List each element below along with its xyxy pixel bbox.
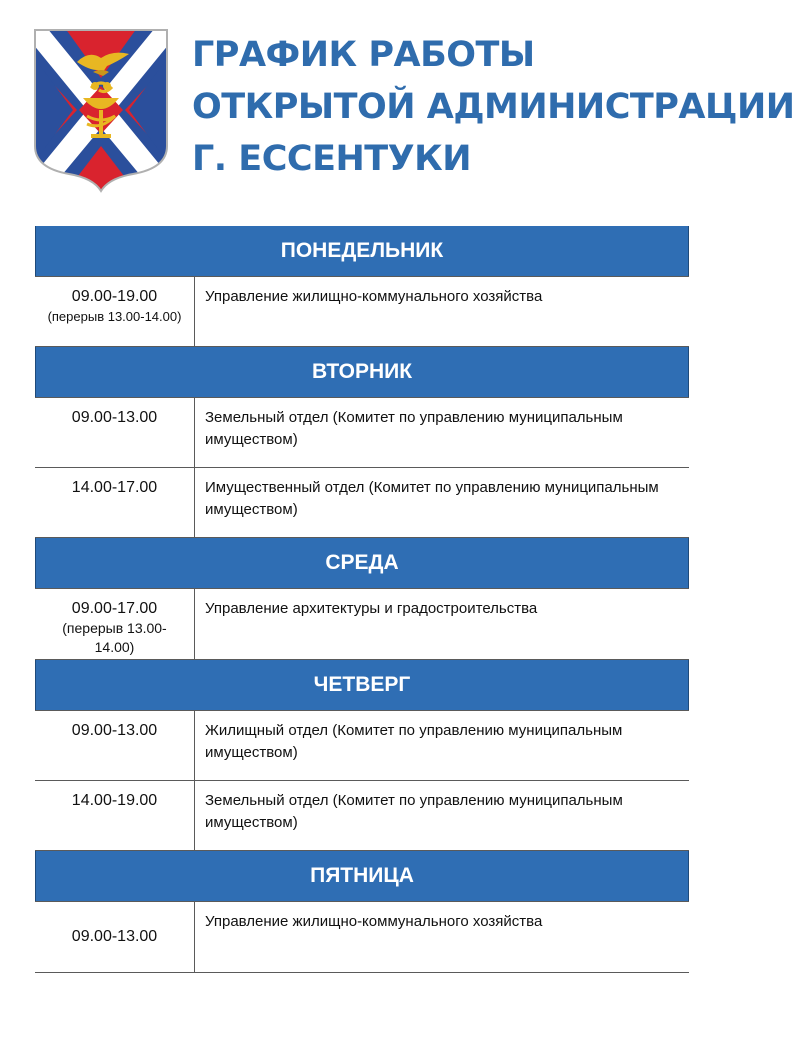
day-header-tuesday: ВТОРНИК <box>35 347 689 397</box>
title-line-1: ГРАФИК РАБОТЫ <box>192 35 535 75</box>
time-range: 14.00-17.00 <box>71 479 158 496</box>
schedule-table <box>35 226 689 973</box>
page-title <box>192 29 795 185</box>
time-cell <box>35 711 195 780</box>
time-cell <box>35 468 195 537</box>
schedule-row <box>35 588 689 660</box>
time-range: 09.00-17.00 <box>71 600 158 617</box>
schedule-row <box>35 397 689 468</box>
department-name: Земельный отдел (Комитет по управлению муниципальным имуществом) <box>205 409 623 448</box>
break-note: (перерыв 13.00-14.00) <box>47 309 182 324</box>
time-range: 14.00-19.00 <box>71 792 158 809</box>
schedule-row <box>35 781 689 851</box>
title-line-3: Г. ЕССЕНТУКИ <box>192 139 472 179</box>
day-header-thursday: ЧЕТВЕРГ <box>35 660 689 710</box>
department-name: Жилищный отдел (Комитет по управлению муниципальным имуществом) <box>205 722 623 761</box>
day-header-friday: ПЯТНИЦА <box>35 851 689 901</box>
department-name: Земельный отдел (Комитет по управлению муниципальным имуществом) <box>205 792 623 831</box>
department-name: Управление архитектуры и градостроительства <box>205 600 538 617</box>
department-name: Управление жилищно-коммунального хозяйства <box>205 288 543 305</box>
time-cell <box>35 902 195 972</box>
break-note: (перерыв 13.00-14.00) <box>62 620 167 655</box>
title-line-2: ОТКРЫТОЙ АДМИНИСТРАЦИИ <box>192 87 795 127</box>
time-cell <box>35 781 195 850</box>
time-range: 09.00-19.00 <box>71 288 158 305</box>
time-range: 09.00-13.00 <box>71 409 158 426</box>
day-header-monday: ПОНЕДЕЛЬНИК <box>35 226 689 276</box>
time-cell <box>35 277 195 346</box>
department-name: Имущественный отдел (Комитет по управлению муниципальным имуществом) <box>205 479 659 518</box>
coat-of-arms-emblem <box>33 28 169 193</box>
schedule-row <box>35 901 689 973</box>
department-name: Управление жилищно-коммунального хозяйства <box>205 913 543 930</box>
day-header-wednesday: СРЕДА <box>35 538 689 588</box>
time-cell <box>35 589 195 659</box>
schedule-row <box>35 276 689 347</box>
time-range: 09.00-13.00 <box>71 722 158 739</box>
schedule-row <box>35 710 689 781</box>
time-cell <box>35 398 195 467</box>
schedule-row <box>35 468 689 538</box>
time-range: 09.00-13.00 <box>71 928 158 945</box>
